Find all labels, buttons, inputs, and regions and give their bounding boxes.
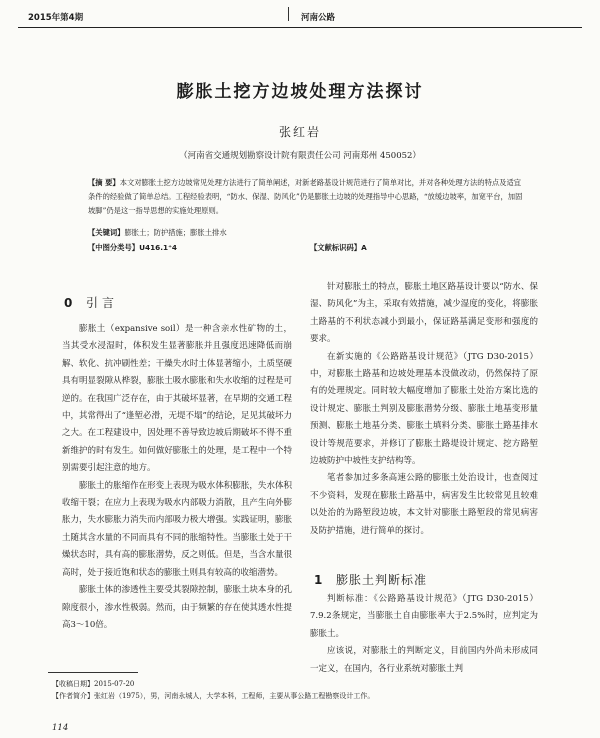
document-code: 【文献标识码】A [310,243,367,252]
keywords-label: 【关键词】 [88,228,125,237]
body-paragraph: 膨胀土体的渗透性主要受其裂隙控制，膨胀土块本身的孔隙度很小，渗水性极弱。然而，由于频繁的存在使其透水性提高3～10倍。 [62,585,292,630]
section-heading-intro [64,294,118,311]
body-paragraph: 笔者参加过多条高速公路的膨胀土处治设计，也查阅过不少资料，发现在膨胀土路基中，病害发生比较常见且较难以处治的为路堑段边坡，本文针对膨胀土路堑段的常见病害及防护措施，进行简单的探讨。 [310,473,538,536]
body-paragraph: 膨胀土（expansive soil）是一种含亲水性矿物的土，当其受水浸湿时，体积发生显著膨胀并且强度迅速降低而崩解、软化、抗冲刷性差；干燥失水时土体显著缩小，土质坚硬具有明显裂隙从桦裂，膨胀土吸水膨胀和失水收缩的过程是可逆的。在我国广泛存在，由于其破坏显著，在早期的交通工程中，其常得出了“逢堑必滑，无堤不塌”的结论，足见其破坏力之大。在工程建设中，因处理不善导致边坡后期破坏不得不重新维护的时有发生。如何做好膨胀土的处理，是工程中一个特别需要引起注意的地方。 [62,324,292,474]
section-heading-criteria [314,571,427,588]
right-column-continued [310,591,538,678]
body-paragraph: 在新实施的《公路路基设计规范》（JTG D30-2015）中，对膨胀土路基和边坡处理基本没做改动，仍然保持了原有的处理规定。同时较大幅度增加了膨胀土处治方案比选的设计规定、膨胀土判别及膨胀潜势分级、膨胀土地基变形量预测、膨胀土地基分类、膨胀土填料分类、膨胀土路基排水设计等规范要求，并修订了膨胀土路堤设计规定、挖方路堑边坡防护中坡性支护结构等。 [310,351,538,467]
clc-number: 【中图分类号】U416.1⁺4 [88,243,178,252]
abstract-text: 本文对膨胀土挖方边坡常见处理方法进行了简单阐述，对新老路基设计规范进行了简单对比，并对各种处理方法的特点及适宜条件的经验做了简单总结。工程经验表明，“防水、保湿、防风化”仍是膨胀土边坡的处理指导中心思路，“放缓边坡率，加宽平台，加固坡脚”仍是这一指导思想的实施处理原则。 [88,178,523,215]
author-name: 张红岩 [278,125,321,139]
footnote-received: 【收稿日期】2015-07-20 [52,680,135,688]
header-rule [18,27,582,28]
body-paragraph: 应该说，对膨胀土的判断定义，目前国内外尚未形成同一定义，在国内，各行业系统对膨胀土判 [310,646,538,674]
author-affiliation: （河南省交通规划勘察设计院有限责任公司 河南郑州 450052） [179,151,421,161]
issue-label: 2015年第4期 [28,13,84,23]
header-divider [288,7,289,21]
keywords [88,226,528,240]
section-title: 引言 [86,296,119,310]
section-number: 0 [64,296,73,310]
body-paragraph: 判断标准：《公路路基设计规范》（JTG D30-2015）7.9.2条规定，当膨胀土自由膨胀率大于2.5%时，应判定为膨胀土。 [310,594,538,639]
journal-name: 河南公路 [301,13,336,23]
keywords-text: 膨胀土；防护措施；膨胀土排水 [124,228,227,237]
abstract-label: 【摘 要】 [88,178,120,187]
body-paragraph: 针对膨胀土的特点，膨胀土地区路基设计要以“防水、保湿、防风化”为主，采取有效措施，减少湿度的变化，将膨胀土路基的不利状态减小到最小，保证路基满足变形和强度的要求。 [310,282,538,345]
footnote-rule [48,672,138,673]
footnote-author-bio: 【作者简介】张红岩（1975），男，河南永城人，大学本科，工程师，主要从事公路工程勘察设计工作。 [52,692,375,700]
left-column [62,321,292,634]
page-number: 114 [52,723,69,733]
article-title: 膨胀土挖方边坡处理方法探讨 [176,82,424,102]
abstract [88,176,528,218]
section-number: 1 [314,573,323,587]
right-column [310,279,538,540]
running-header [18,4,582,28]
section-title: 膨胀土判断标准 [336,573,428,587]
body-paragraph: 膨胀土的胀缩作在形变上表现为吸水体积膨胀，失水体积收缩干裂；在应力上表现为吸水内部吸力消散，且产生向外膨胀力，失水膨胀力消失而内部吸力极大增强。实践证明，膨胀土随其含水量的不同而具有不同的胀缩特性。当膨胀土处于干燥状态时，具有高的膨胀潜势，反之则低。但是，当含水量很高时，处于接近饱和状态的膨胀土则具有较高的收缩潜势。 [62,480,292,578]
